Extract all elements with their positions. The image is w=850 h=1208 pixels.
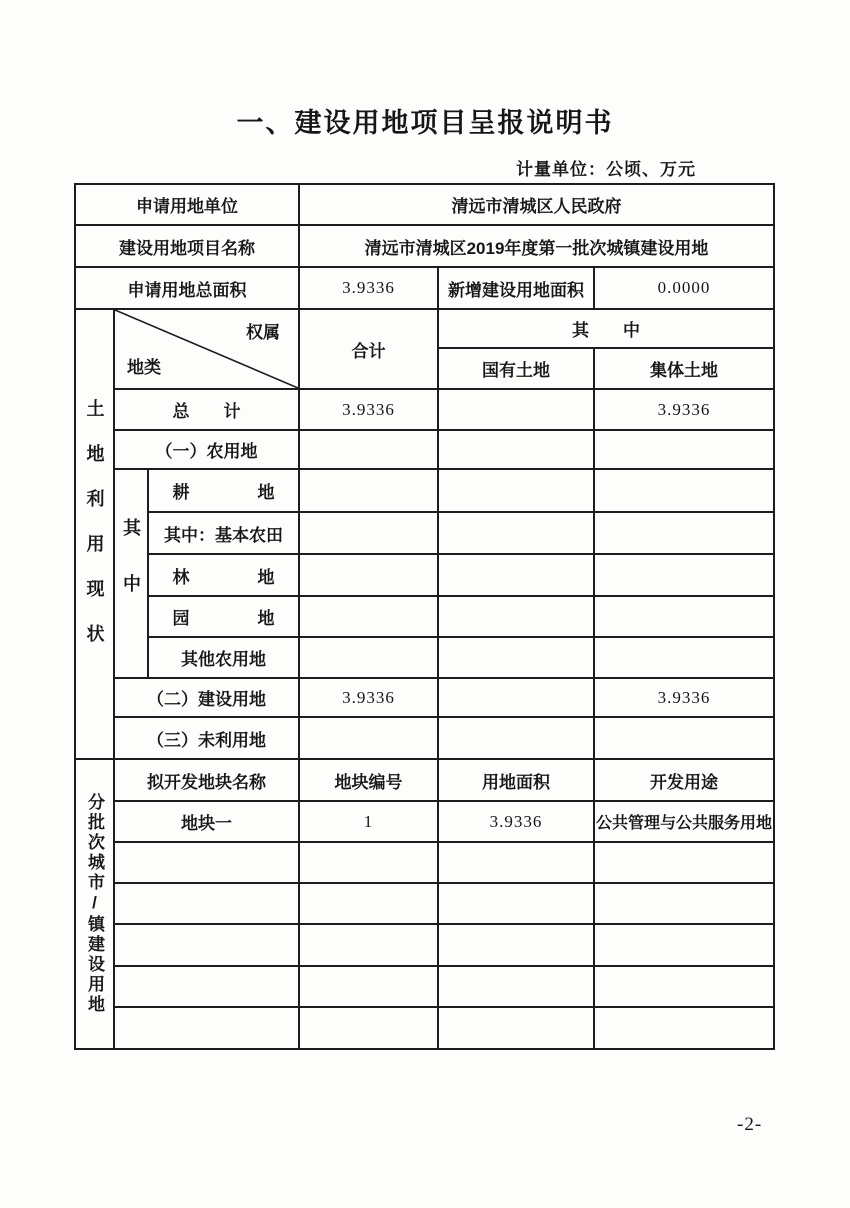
land-row-total bbox=[300, 718, 439, 760]
land-use-section-cell bbox=[76, 310, 115, 760]
page-number: -2- bbox=[737, 1114, 763, 1135]
batch-row-number bbox=[300, 925, 439, 967]
project-name-label: 建设用地项目名称 bbox=[76, 226, 300, 268]
land-row-state bbox=[439, 390, 595, 431]
land-row-label: 总 计 bbox=[115, 390, 300, 431]
land-row-state bbox=[439, 597, 595, 638]
land-row-collective bbox=[595, 431, 775, 470]
applicant-label: 申请用地单位 bbox=[76, 185, 300, 226]
land-row-collective bbox=[595, 555, 775, 597]
land-row-total bbox=[300, 431, 439, 470]
new-area-label: 新增建设用地面积 bbox=[439, 268, 595, 310]
batch-row-purpose bbox=[595, 1008, 775, 1050]
land-row-total bbox=[300, 638, 439, 679]
column-header-total: 合计 bbox=[300, 310, 439, 390]
batch-row-number bbox=[300, 967, 439, 1008]
batch-section-cell bbox=[76, 760, 115, 1050]
batch-header-plot-name: 拟开发地块名称 bbox=[115, 760, 300, 802]
batch-row-purpose bbox=[595, 843, 775, 884]
batch-row-name bbox=[115, 843, 300, 884]
among-strip-cell bbox=[115, 470, 149, 679]
land-row-state bbox=[439, 679, 595, 718]
land-row-state bbox=[439, 638, 595, 679]
batch-row-name bbox=[115, 1008, 300, 1050]
batch-row-area bbox=[439, 967, 595, 1008]
land-row-collective: 3.9336 bbox=[595, 390, 775, 431]
land-row-state bbox=[439, 555, 595, 597]
land-row-total bbox=[300, 597, 439, 638]
land-row-total bbox=[300, 513, 439, 555]
batch-row-area bbox=[439, 925, 595, 967]
diagonal-label-ownership: 权属 bbox=[246, 323, 280, 342]
measurement-unit-note: 计量单位：公顷、万元 bbox=[516, 160, 696, 179]
land-row-total bbox=[300, 555, 439, 597]
land-row-label: 耕 地 bbox=[149, 470, 300, 513]
total-area-value: 3.9336 bbox=[300, 268, 439, 310]
column-header-state-land: 国有土地 bbox=[439, 349, 595, 390]
diagonal-header-cell bbox=[115, 310, 300, 390]
batch-row-area bbox=[439, 1008, 595, 1050]
land-row-collective bbox=[595, 513, 775, 555]
batch-row-name: 地块一 bbox=[115, 802, 300, 843]
land-row-label: 园 地 bbox=[149, 597, 300, 638]
new-area-value: 0.0000 bbox=[595, 268, 775, 310]
batch-header-plot-number: 地块编号 bbox=[300, 760, 439, 802]
land-row-state bbox=[439, 470, 595, 513]
among-strip-label: 其中 bbox=[121, 517, 141, 630]
land-row-label: （一）农用地 bbox=[115, 431, 300, 470]
batch-row-number bbox=[300, 884, 439, 925]
page-title: 一、建设用地项目呈报说明书 bbox=[236, 108, 614, 138]
land-row-state bbox=[439, 718, 595, 760]
batch-section-label: 分批次城市/镇建设用地 bbox=[85, 793, 104, 1015]
batch-row-area bbox=[439, 884, 595, 925]
land-row-total: 3.9336 bbox=[300, 390, 439, 431]
batch-row-number bbox=[300, 1008, 439, 1050]
land-row-label: （二）建设用地 bbox=[115, 679, 300, 718]
land-use-section-label: 土地利用现状 bbox=[84, 399, 105, 669]
batch-header-purpose: 开发用途 bbox=[595, 760, 775, 802]
batch-row-area: 3.9336 bbox=[439, 802, 595, 843]
land-row-label: 林 地 bbox=[149, 555, 300, 597]
batch-row-name bbox=[115, 884, 300, 925]
batch-row-area bbox=[439, 843, 595, 884]
land-report-table bbox=[74, 183, 775, 1050]
applicant-value: 清远市清城区人民政府 bbox=[300, 185, 775, 226]
total-area-label: 申请用地总面积 bbox=[76, 268, 300, 310]
land-row-collective bbox=[595, 470, 775, 513]
land-row-collective bbox=[595, 638, 775, 679]
batch-row-purpose bbox=[595, 884, 775, 925]
batch-row-number bbox=[300, 843, 439, 884]
land-row-state bbox=[439, 431, 595, 470]
land-row-collective bbox=[595, 718, 775, 760]
batch-row-purpose: 公共管理与公共服务用地 bbox=[595, 802, 775, 843]
project-name-value: 清远市清城区2019年度第一批次城镇建设用地 bbox=[300, 226, 775, 268]
land-row-label: （三）未利用地 bbox=[115, 718, 300, 760]
batch-row-name bbox=[115, 967, 300, 1008]
land-row-collective bbox=[595, 597, 775, 638]
column-header-collective-land: 集体土地 bbox=[595, 349, 775, 390]
batch-row-name bbox=[115, 925, 300, 967]
land-row-collective: 3.9336 bbox=[595, 679, 775, 718]
land-row-label: 其他农用地 bbox=[149, 638, 300, 679]
batch-row-number: 1 bbox=[300, 802, 439, 843]
land-row-state bbox=[439, 513, 595, 555]
batch-row-purpose bbox=[595, 925, 775, 967]
land-row-total: 3.9336 bbox=[300, 679, 439, 718]
land-row-label: 其中：基本农田 bbox=[149, 513, 300, 555]
land-row-total bbox=[300, 470, 439, 513]
batch-header-land-area: 用地面积 bbox=[439, 760, 595, 802]
batch-row-purpose bbox=[595, 967, 775, 1008]
column-header-among: 其 中 bbox=[439, 310, 775, 349]
diagonal-label-landtype: 地类 bbox=[127, 358, 161, 377]
